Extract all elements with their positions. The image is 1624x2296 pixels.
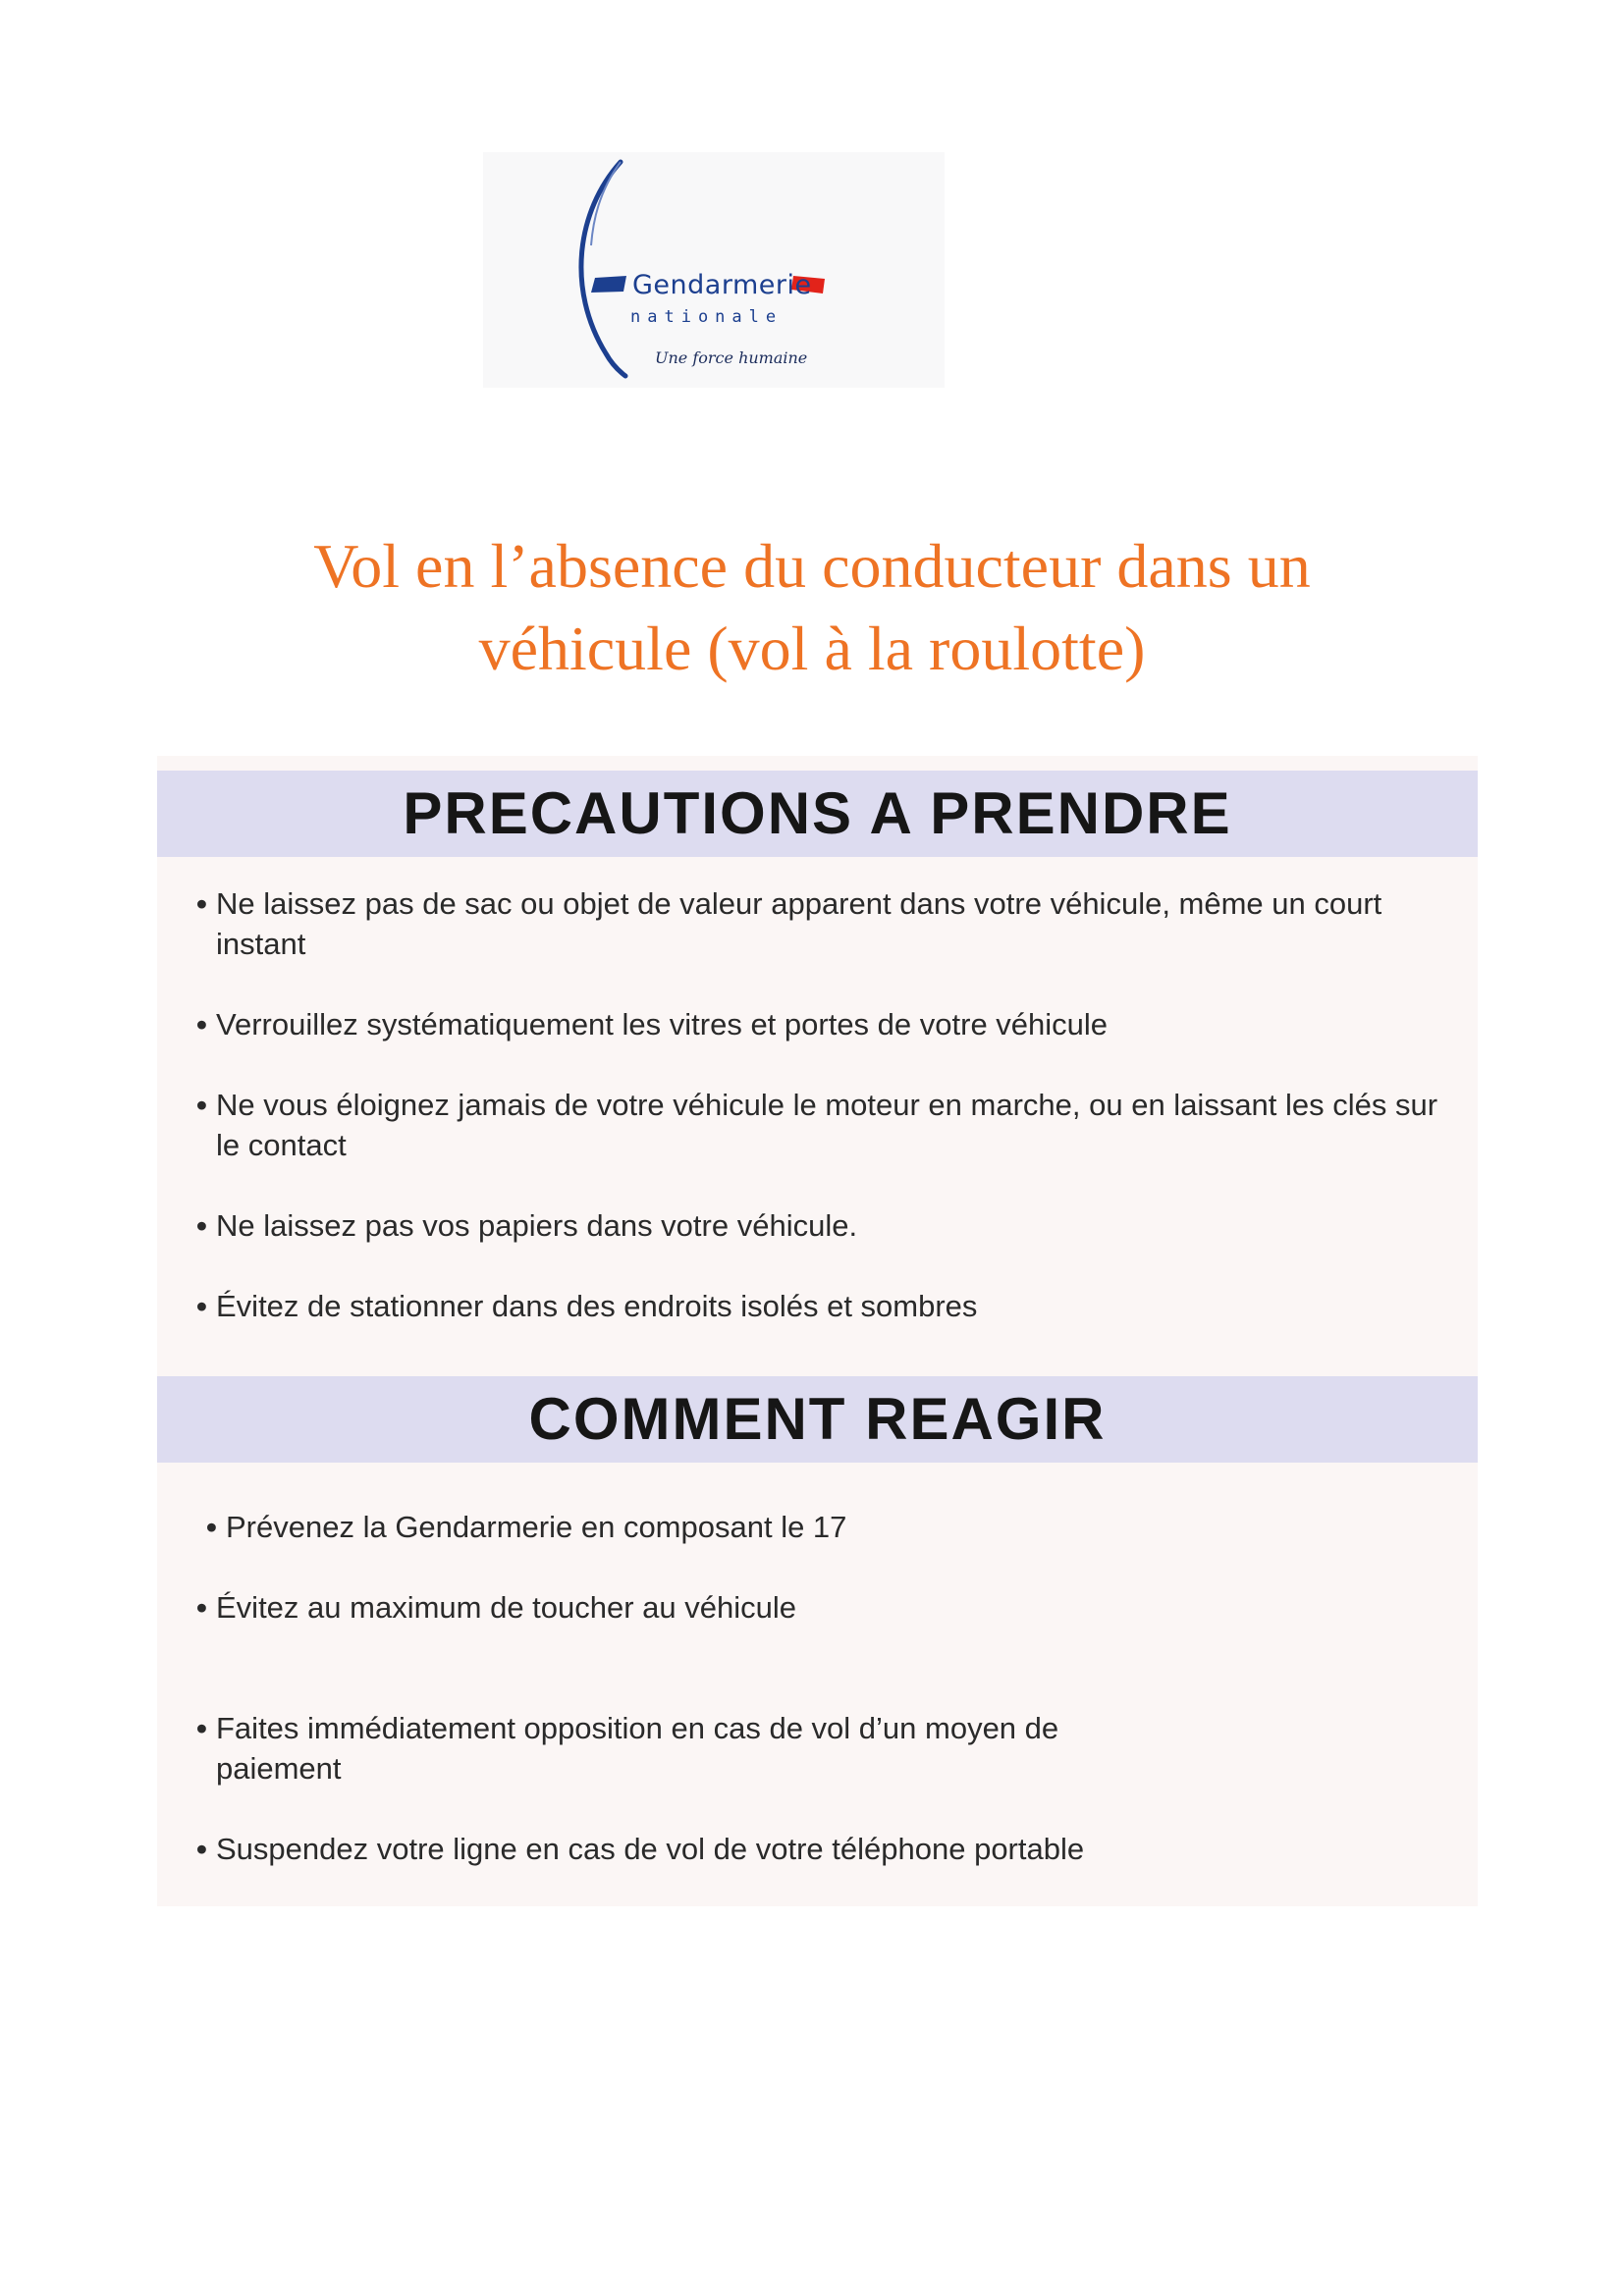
logo-name: Gendarmerie — [632, 270, 812, 300]
list-item: • Prévenez la Gendarmerie en composant le 17 — [167, 1507, 1463, 1547]
list-item: • Évitez au maximum de toucher au véhicule — [157, 1587, 1453, 1628]
list-item: • Ne vous éloignez jamais de votre véhicule le moteur en marche, ou en laissant les clés sur le contact — [157, 1085, 1453, 1165]
title-line-1: Vol en l’absence du conducteur dans un — [313, 531, 1311, 601]
title-line-2: véhicule (vol à la roulotte) — [478, 614, 1146, 683]
advice-panel — [157, 756, 1478, 1906]
reaction-heading: COMMENT REAGIR — [157, 1376, 1478, 1463]
list-item: • Ne laissez pas de sac ou objet de valeur apparent dans votre véhicule, même un court instant — [157, 883, 1453, 964]
precautions-heading: PRECAUTIONS A PRENDRE — [157, 771, 1478, 857]
list-item: • Faites immédiatement opposition en cas de vol d’un moyen de paiement — [157, 1708, 1159, 1789]
list-item: • Évitez de stationner dans des endroits isolés et sombres — [157, 1286, 1453, 1326]
logo-subtitle: nationale — [630, 307, 784, 327]
list-item: • Verrouillez systématiquement les vitres et portes de votre véhicule — [157, 1004, 1453, 1044]
page-title — [147, 525, 1477, 690]
gendarmerie-logo — [483, 152, 945, 388]
list-item: • Ne laissez pas vos papiers dans votre véhicule. — [157, 1205, 1453, 1246]
list-item: • Suspendez votre ligne en cas de vol de votre téléphone portable — [157, 1829, 1453, 1869]
logo-motto: Une force humaine — [655, 348, 808, 367]
